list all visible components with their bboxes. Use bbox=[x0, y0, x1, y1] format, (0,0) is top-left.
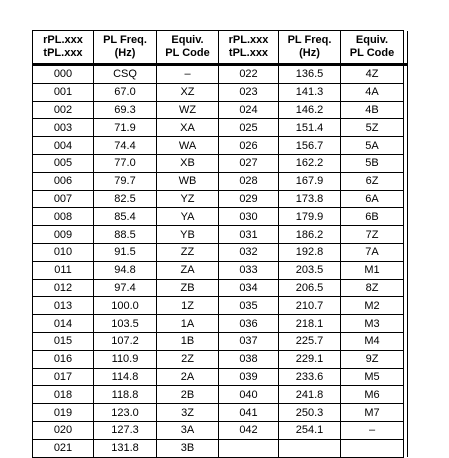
cell-code-left: YA bbox=[157, 208, 219, 226]
cell-freq-right: 192.8 bbox=[279, 243, 341, 261]
cell-freq-left: 110.9 bbox=[94, 350, 157, 368]
cell-freq-left: 69.3 bbox=[94, 101, 157, 119]
table-edge-gap bbox=[404, 368, 408, 386]
table-row bbox=[33, 190, 408, 208]
cell-channel-right: 034 bbox=[219, 279, 279, 297]
cell-freq-right: 233.6 bbox=[279, 368, 341, 386]
cell-channel-left: 014 bbox=[33, 315, 94, 333]
cell-code-right: M5 bbox=[341, 368, 404, 386]
table-edge-gap bbox=[404, 31, 408, 65]
table-row bbox=[33, 101, 408, 119]
table-row bbox=[33, 439, 408, 457]
cell-channel-left: 018 bbox=[33, 386, 94, 404]
cell-code-left: XA bbox=[157, 119, 219, 137]
cell-freq-right: 173.8 bbox=[279, 190, 341, 208]
table-edge-gap bbox=[404, 226, 408, 244]
cell-code-right: 5A bbox=[341, 137, 404, 155]
cell-channel-left: 002 bbox=[33, 101, 94, 119]
table-edge-gap bbox=[404, 137, 408, 155]
table-edge-gap bbox=[404, 439, 408, 457]
cell-code-right: M6 bbox=[341, 386, 404, 404]
header-code-left: Equiv. PL Code bbox=[157, 31, 219, 65]
cell-channel-right: 039 bbox=[219, 368, 279, 386]
cell-channel-right: 026 bbox=[219, 137, 279, 155]
table-body bbox=[33, 65, 408, 458]
cell-channel-right: 024 bbox=[219, 101, 279, 119]
cell-channel-left: 015 bbox=[33, 332, 94, 350]
cell-code-right: M2 bbox=[341, 297, 404, 315]
cell-code-right: 6A bbox=[341, 190, 404, 208]
cell-code-left: 3A bbox=[157, 421, 219, 439]
table-row bbox=[33, 243, 408, 261]
table-row bbox=[33, 83, 408, 101]
table-edge-gap bbox=[404, 119, 408, 137]
cell-freq-left: 77.0 bbox=[94, 154, 157, 172]
cell-channel-right: 033 bbox=[219, 261, 279, 279]
cell-channel-left: 011 bbox=[33, 261, 94, 279]
cell-channel-left: 008 bbox=[33, 208, 94, 226]
cell-code-left: ZZ bbox=[157, 243, 219, 261]
table-row bbox=[33, 315, 408, 333]
cell-channel-right: 029 bbox=[219, 190, 279, 208]
cell-freq-right: 225.7 bbox=[279, 332, 341, 350]
cell-code-right: 8Z bbox=[341, 279, 404, 297]
table-row bbox=[33, 404, 408, 422]
cell-freq-left: 94.8 bbox=[94, 261, 157, 279]
cell-freq-right: 241.8 bbox=[279, 386, 341, 404]
cell-channel-left: 000 bbox=[33, 65, 94, 84]
cell-channel-left: 007 bbox=[33, 190, 94, 208]
cell-code-left: YZ bbox=[157, 190, 219, 208]
table-row bbox=[33, 332, 408, 350]
cell-freq-right: 250.3 bbox=[279, 404, 341, 422]
cell-channel-left: 009 bbox=[33, 226, 94, 244]
cell-channel-right: 030 bbox=[219, 208, 279, 226]
cell-freq-right: 229.1 bbox=[279, 350, 341, 368]
cell-code-right: 5Z bbox=[341, 119, 404, 137]
cell-code-left: 2B bbox=[157, 386, 219, 404]
cell-code-left: 2Z bbox=[157, 350, 219, 368]
table-edge-gap bbox=[404, 279, 408, 297]
cell-code-right: 4A bbox=[341, 83, 404, 101]
table-edge-gap bbox=[404, 65, 408, 84]
table-row bbox=[33, 297, 408, 315]
cell-freq-right: 162.2 bbox=[279, 154, 341, 172]
cell-freq-left: 67.0 bbox=[94, 83, 157, 101]
cell-freq-left: 131.8 bbox=[94, 439, 157, 457]
table-edge-gap bbox=[404, 172, 408, 190]
cell-freq-right bbox=[279, 439, 341, 457]
cell-code-left: 3Z bbox=[157, 404, 219, 422]
cell-channel-left: 021 bbox=[33, 439, 94, 457]
table-edge-gap bbox=[404, 350, 408, 368]
table-edge-gap bbox=[404, 386, 408, 404]
table-row bbox=[33, 421, 408, 439]
header-channel-right: rPL.xxx tPL.xxx bbox=[219, 31, 279, 65]
cell-code-left: 1A bbox=[157, 315, 219, 333]
cell-code-left: – bbox=[157, 65, 219, 84]
cell-channel-left: 003 bbox=[33, 119, 94, 137]
cell-channel-right: 031 bbox=[219, 226, 279, 244]
table-row bbox=[33, 261, 408, 279]
cell-code-right: 6B bbox=[341, 208, 404, 226]
table-row bbox=[33, 279, 408, 297]
table-row bbox=[33, 386, 408, 404]
table-edge-gap bbox=[404, 315, 408, 333]
cell-code-right: 7A bbox=[341, 243, 404, 261]
cell-channel-left: 012 bbox=[33, 279, 94, 297]
table-row bbox=[33, 172, 408, 190]
cell-code-left: XZ bbox=[157, 83, 219, 101]
table-edge-gap bbox=[404, 421, 408, 439]
cell-freq-right: 167.9 bbox=[279, 172, 341, 190]
cell-freq-left: CSQ bbox=[94, 65, 157, 84]
cell-channel-right: 028 bbox=[219, 172, 279, 190]
cell-freq-right: 156.7 bbox=[279, 137, 341, 155]
table-edge-gap bbox=[404, 243, 408, 261]
header-channel-left: rPL.xxx tPL.xxx bbox=[33, 31, 94, 65]
cell-freq-right: 141.3 bbox=[279, 83, 341, 101]
cell-freq-right: 203.5 bbox=[279, 261, 341, 279]
cell-channel-right: 032 bbox=[219, 243, 279, 261]
cell-freq-left: 91.5 bbox=[94, 243, 157, 261]
table-row bbox=[33, 137, 408, 155]
cell-code-right: 9Z bbox=[341, 350, 404, 368]
table-row bbox=[33, 119, 408, 137]
table-row bbox=[33, 65, 408, 84]
cell-freq-right: 206.5 bbox=[279, 279, 341, 297]
cell-freq-left: 74.4 bbox=[94, 137, 157, 155]
cell-code-left: 1Z bbox=[157, 297, 219, 315]
cell-code-right: 6Z bbox=[341, 172, 404, 190]
cell-freq-right: 186.2 bbox=[279, 226, 341, 244]
cell-freq-left: 103.5 bbox=[94, 315, 157, 333]
header-freq-left: PL Freq. (Hz) bbox=[94, 31, 157, 65]
cell-channel-right: 025 bbox=[219, 119, 279, 137]
table-edge-gap bbox=[404, 404, 408, 422]
table-edge-gap bbox=[404, 297, 408, 315]
table-row bbox=[33, 226, 408, 244]
cell-code-right: M4 bbox=[341, 332, 404, 350]
cell-channel-right: 027 bbox=[219, 154, 279, 172]
cell-code-right: 5B bbox=[341, 154, 404, 172]
cell-channel-left: 016 bbox=[33, 350, 94, 368]
table-edge-gap bbox=[404, 261, 408, 279]
cell-code-left: WZ bbox=[157, 101, 219, 119]
cell-channel-left: 020 bbox=[33, 421, 94, 439]
table-edge-gap bbox=[404, 332, 408, 350]
cell-channel-right: 041 bbox=[219, 404, 279, 422]
cell-code-right: 4Z bbox=[341, 65, 404, 84]
cell-channel-right: 035 bbox=[219, 297, 279, 315]
cell-freq-left: 123.0 bbox=[94, 404, 157, 422]
cell-code-left: ZB bbox=[157, 279, 219, 297]
cell-code-right: 7Z bbox=[341, 226, 404, 244]
table-row bbox=[33, 368, 408, 386]
cell-freq-left: 79.7 bbox=[94, 172, 157, 190]
header-freq-right: PL Freq. (Hz) bbox=[279, 31, 341, 65]
cell-channel-right: 037 bbox=[219, 332, 279, 350]
table-header-row bbox=[33, 31, 408, 65]
cell-code-left: WA bbox=[157, 137, 219, 155]
cell-code-left: XB bbox=[157, 154, 219, 172]
cell-code-left: YB bbox=[157, 226, 219, 244]
cell-code-right: M3 bbox=[341, 315, 404, 333]
cell-freq-right: 151.4 bbox=[279, 119, 341, 137]
cell-freq-left: 85.4 bbox=[94, 208, 157, 226]
cell-code-right: 4B bbox=[341, 101, 404, 119]
cell-code-left: ZA bbox=[157, 261, 219, 279]
cell-channel-right: 022 bbox=[219, 65, 279, 84]
cell-freq-right: 210.7 bbox=[279, 297, 341, 315]
cell-channel-left: 005 bbox=[33, 154, 94, 172]
table-row bbox=[33, 154, 408, 172]
header-code-right: Equiv. PL Code bbox=[341, 31, 404, 65]
cell-channel-left: 004 bbox=[33, 137, 94, 155]
cell-freq-left: 107.2 bbox=[94, 332, 157, 350]
cell-code-right: M7 bbox=[341, 404, 404, 422]
cell-freq-right: 218.1 bbox=[279, 315, 341, 333]
table-row bbox=[33, 350, 408, 368]
cell-freq-left: 97.4 bbox=[94, 279, 157, 297]
cell-code-left: 3B bbox=[157, 439, 219, 457]
cell-code-left: WB bbox=[157, 172, 219, 190]
cell-code-right: M1 bbox=[341, 261, 404, 279]
cell-channel-left: 001 bbox=[33, 83, 94, 101]
cell-freq-left: 71.9 bbox=[94, 119, 157, 137]
cell-channel-left: 006 bbox=[33, 172, 94, 190]
cell-freq-left: 127.3 bbox=[94, 421, 157, 439]
table-edge-gap bbox=[404, 190, 408, 208]
cell-code-right bbox=[341, 439, 404, 457]
cell-code-left: 2A bbox=[157, 368, 219, 386]
cell-code-left: 1B bbox=[157, 332, 219, 350]
cell-channel-right bbox=[219, 439, 279, 457]
cell-freq-left: 100.0 bbox=[94, 297, 157, 315]
cell-channel-right: 023 bbox=[219, 83, 279, 101]
cell-channel-right: 036 bbox=[219, 315, 279, 333]
cell-channel-right: 040 bbox=[219, 386, 279, 404]
cell-freq-right: 136.5 bbox=[279, 65, 341, 84]
cell-freq-right: 179.9 bbox=[279, 208, 341, 226]
cell-freq-left: 82.5 bbox=[94, 190, 157, 208]
table-edge-gap bbox=[404, 154, 408, 172]
table-edge-gap bbox=[404, 101, 408, 119]
cell-freq-right: 254.1 bbox=[279, 421, 341, 439]
table-edge-gap bbox=[404, 83, 408, 101]
pl-code-table bbox=[32, 30, 408, 458]
cell-channel-right: 042 bbox=[219, 421, 279, 439]
cell-freq-right: 146.2 bbox=[279, 101, 341, 119]
table-edge-gap bbox=[404, 208, 408, 226]
cell-channel-left: 017 bbox=[33, 368, 94, 386]
cell-freq-left: 88.5 bbox=[94, 226, 157, 244]
cell-channel-left: 010 bbox=[33, 243, 94, 261]
table-row bbox=[33, 208, 408, 226]
cell-channel-right: 038 bbox=[219, 350, 279, 368]
pl-code-table-container bbox=[32, 30, 408, 458]
cell-freq-left: 118.8 bbox=[94, 386, 157, 404]
cell-freq-left: 114.8 bbox=[94, 368, 157, 386]
cell-channel-left: 013 bbox=[33, 297, 94, 315]
cell-code-right: – bbox=[341, 421, 404, 439]
cell-channel-left: 019 bbox=[33, 404, 94, 422]
